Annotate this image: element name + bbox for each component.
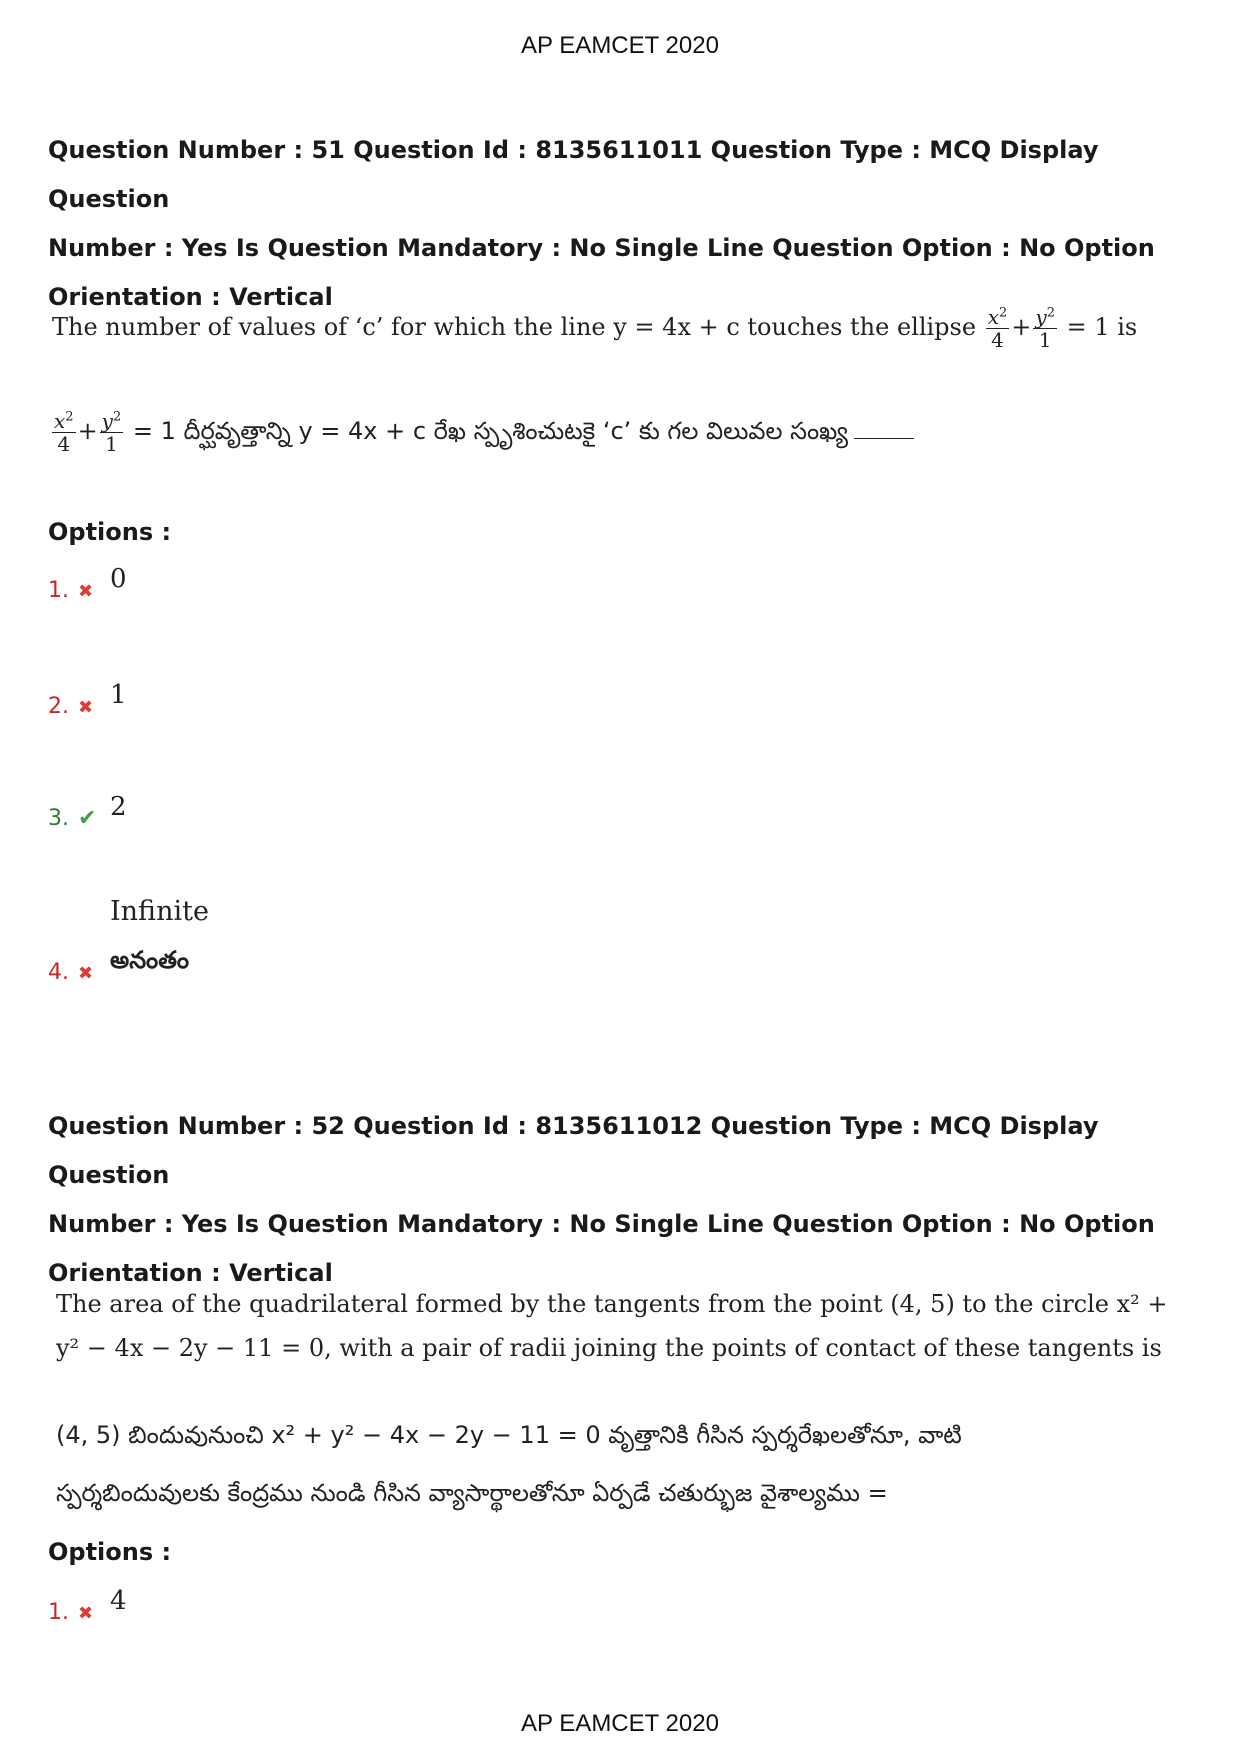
question-text: The number of values of ‘c’ for which the line y = 4x + c touches the ellipse xyxy=(52,313,977,341)
cross-icon: ✖ xyxy=(78,581,94,602)
answer-blank xyxy=(854,438,914,439)
question-meta-line: Question Number : 52 Question Id : 8135611012 Question Type : MCQ Display Question xyxy=(48,1112,1099,1189)
cross-icon: ✖ xyxy=(78,1603,94,1624)
question-text-suffix: = 1 is xyxy=(1066,313,1138,341)
question-text: The area of the quadrilateral formed by the tangents from the point (4, 5) to the circle x² + xyxy=(56,1290,1168,1318)
question-text: y² − 4x − 2y − 11 = 0, with a pair of radii joining the points of contact of these tangents is xyxy=(56,1334,1162,1362)
option-value: 1 xyxy=(110,680,127,710)
option-number: 1. xyxy=(48,578,69,603)
option-value: 2 xyxy=(110,792,127,822)
option-number: 3. xyxy=(48,806,69,831)
cross-icon: ✖ xyxy=(78,963,94,984)
fraction-y2-over-1: $\frac{y^2}{1}$ xyxy=(1035,305,1055,352)
option-value: 4 xyxy=(110,1586,127,1616)
question-meta-line: Question Number : 51 Question Id : 8135611011 Question Type : MCQ Display Question xyxy=(48,136,1099,213)
question-text-telugu: స్పర్శబిందువులకు కేంద్రము నుండి గీసిన వ్యాసార్థాలతోనూ ఏర్పడే చతుర్భుజ వైశాల్యము = xyxy=(56,1479,888,1507)
question-52-telugu xyxy=(56,1406,962,1522)
option-number: 1. xyxy=(48,1600,69,1625)
fraction-x2-over-4: $\frac{x^2}{4}$ xyxy=(987,305,1008,352)
question-meta-line: Number : Yes Is Question Mandatory : No Single Line Question Option : No Option xyxy=(48,234,1155,262)
option-4-english: Infinite xyxy=(110,896,209,927)
options-label: Options : xyxy=(48,1538,172,1566)
question-52-meta xyxy=(48,1102,1198,1298)
option-number: 2. xyxy=(48,694,69,719)
option-4 xyxy=(48,946,190,985)
option-value-telugu: అనంతం xyxy=(110,946,190,974)
option-number: 4. xyxy=(48,960,69,985)
option-3 xyxy=(48,792,127,831)
option-1 xyxy=(48,564,127,603)
question-text-telugu: (4, 5) బిందువునుంచి x² + y² − 4x − 2y − 11 = 0 వృత్తానికి గీసిన స్పర్శరేఖలతోనూ, వాటి xyxy=(56,1421,962,1449)
question-text-telugu: = 1 దీర్ఘవృత్తాన్ని y = 4x + c రేఖ స్పృశించుటకై ‘c’ కు గల విలువల సంఖ్య xyxy=(132,417,848,445)
options-label: Options : xyxy=(48,518,172,546)
option-2 xyxy=(48,680,127,719)
fraction-x2-over-4: $\frac{x^2}{4}$ xyxy=(54,409,74,456)
question-51-english: The number of values of ‘c’ for which the line y = 4x + c touches the ellipse $\frac{x^2}{4}$ + $\frac{y^2}{1}$ = 1 is xyxy=(52,305,1138,352)
fraction-y2-over-1: $\frac{y^2}{1}$ xyxy=(101,409,122,456)
question-51-telugu: $\frac{x^2}{4}$ + $\frac{y^2}{1}$ = 1 దీర్ఘవృత్తాన్ని y = 4x + c రేఖ స్పృశించుటకై ‘c’ కు గల విలువల సంఖ్య xyxy=(50,410,914,455)
question-meta-line: Orientation : Vertical xyxy=(48,1259,333,1287)
question-51-meta xyxy=(48,126,1198,322)
question-52-english xyxy=(56,1282,1168,1370)
option-value: 0 xyxy=(110,564,127,594)
page-footer: AP EAMCET 2020 xyxy=(521,1710,719,1737)
check-icon: ✔ xyxy=(78,806,97,831)
question-meta-line: Number : Yes Is Question Mandatory : No Single Line Question Option : No Option xyxy=(48,1210,1155,1238)
question-meta-line: Orientation : Vertical xyxy=(48,283,333,311)
page-header: AP EAMCET 2020 xyxy=(521,32,719,59)
cross-icon: ✖ xyxy=(78,697,94,718)
option-1 xyxy=(48,1586,127,1625)
